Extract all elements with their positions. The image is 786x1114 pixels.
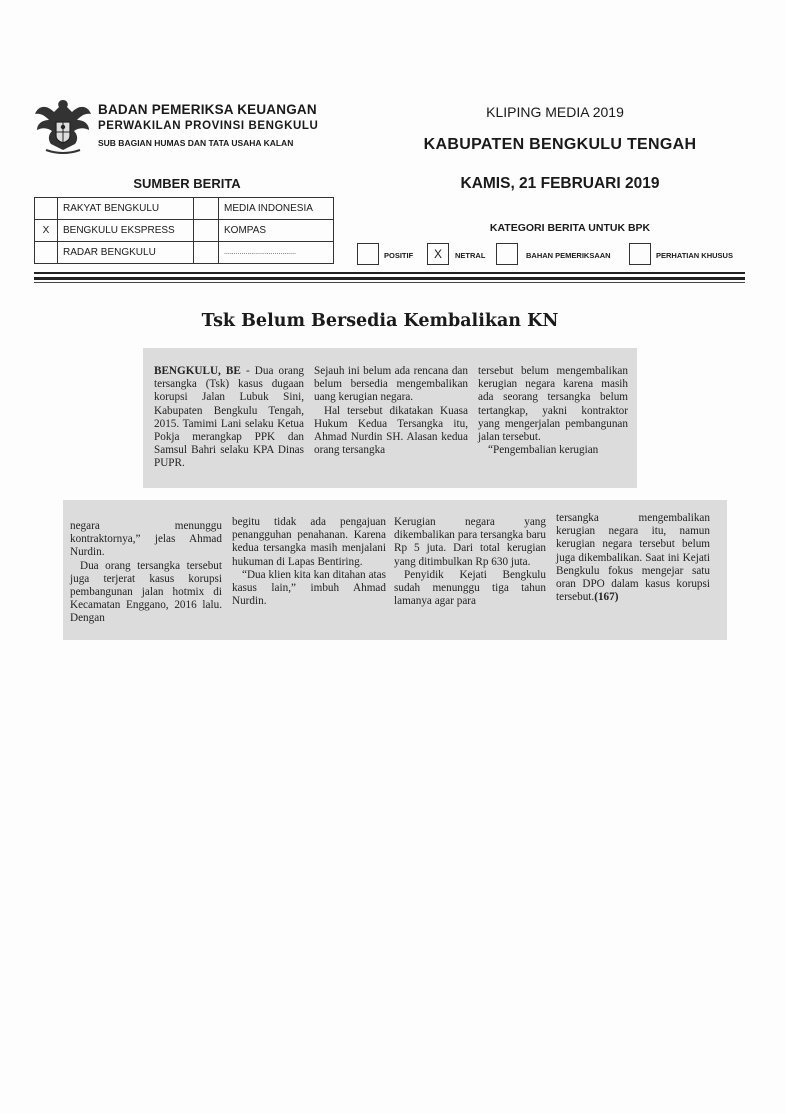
article-column-6 xyxy=(394,516,546,608)
category-title: KATEGORI BERITA UNTUK BPK xyxy=(489,222,651,234)
source-checkbox[interactable]: X xyxy=(35,220,58,242)
source-name: RADAR BENGKULU xyxy=(58,242,194,264)
source-name: MEDIA INDONESIA xyxy=(219,198,334,220)
category-label: POSITIF xyxy=(384,251,414,260)
org-branch: PERWAKILAN PROVINSI BENGKULU xyxy=(98,120,319,132)
table-row xyxy=(35,220,334,242)
category-label: BAHAN PEMERIKSAAN xyxy=(526,251,611,260)
source-name: RAKYAT BENGKULU xyxy=(58,198,194,220)
article-signoff: (167) xyxy=(594,591,619,604)
region-title: KABUPATEN BENGKULU TENGAH xyxy=(423,136,697,153)
divider xyxy=(34,277,745,280)
table-row xyxy=(35,198,334,220)
category-checkbox-perhatian[interactable] xyxy=(629,243,651,265)
article-paragraph: Kerugian negara yang dikembalikan para tersangka baru Rp 5 juta. Dari total kerugian yang ditimbulkan Rp 630 juta. xyxy=(394,516,546,568)
article-headline: Tsk Belum Bersedia Kembalikan KN xyxy=(201,311,559,331)
article-column-4 xyxy=(70,520,222,626)
source-name: KOMPAS xyxy=(219,220,334,242)
article-column-5 xyxy=(232,516,386,608)
garuda-emblem-icon xyxy=(32,92,94,156)
article-column-3 xyxy=(478,365,628,457)
article-paragraph: Dua orang tersangka tersebut juga terjerat kasus korupsi pembangunan jalan hotmix di Kecamatan Enggano, 2016 lalu. Dengan xyxy=(70,559,222,625)
article-paragraph: begitu tidak ada pengajuan penangguhan penahanan. Karena kedua tersangka masih menjalani hukuman di Lapas Bentiring. xyxy=(232,516,386,568)
article-text: - Dua orang tersangka (Tsk) kasus dugaan korupsi Jalan Lubuk Sini, Kabupaten Bengkulu Tengah, 2015. Tamimi Lani selaku Ketua Pokja merangkap PPK dan Samsul Bahri selaku KPA Dinas PUPR. xyxy=(154,365,305,470)
article-paragraph: negara menunggu kontraktornya,” jelas Ahmad Nurdin. xyxy=(70,520,222,559)
source-checkbox[interactable] xyxy=(35,198,58,220)
article-paragraph: Sejauh ini belum ada rencana dan belum bersedia mengembalikan uang kerugian negara. xyxy=(314,365,468,404)
category-checkbox-bahan[interactable] xyxy=(496,243,518,265)
source-checkbox[interactable] xyxy=(194,242,219,264)
kliping-title: KLIPING MEDIA 2019 xyxy=(486,104,624,120)
sources-table xyxy=(34,197,334,264)
article-column-7 xyxy=(556,512,710,604)
category-label: PERHATIAN KHUSUS xyxy=(656,251,733,260)
source-checkbox[interactable] xyxy=(194,220,219,242)
sources-title: SUMBER BERITA xyxy=(133,176,241,191)
article-paragraph: “Pengembalian kerugian xyxy=(488,444,599,457)
publish-date: KAMIS, 21 FEBRUARI 2019 xyxy=(460,175,660,192)
divider xyxy=(34,282,745,283)
org-unit: SUB BAGIAN HUMAS DAN TATA USAHA KALAN xyxy=(98,138,294,148)
article-paragraph: Hal tersebut dikatakan Kuasa Hukum Kedua Tersangka itu, Ahmad Nurdin SH. Alasan kedua orang tersangka xyxy=(314,404,468,457)
article-paragraph: “Dua klien kita kan ditahan atas kasus lain,” imbuh Ahmad Nurdin. xyxy=(232,568,386,608)
article-paragraph: Penyidik Kejati Bengkulu sudah menunggu tiga tahun lamanya agar para xyxy=(394,568,546,608)
article-column-1 xyxy=(154,365,304,471)
category-label: NETRAL xyxy=(455,251,486,260)
source-checkbox[interactable] xyxy=(35,242,58,264)
article-text: tersangka mengembalikan kerugian negara itu, namun kerugian negara tersebut belum juga dikembalikan. Saat ini Kejati Bengkulu fokus mengejar satu oran DPO dalam kasus korupsi tersebut. xyxy=(556,512,710,604)
article-dateline: BENGKULU, BE xyxy=(154,365,241,377)
divider xyxy=(34,272,745,274)
article-paragraph: tersebut belum mengembalikan kerugian negara karena masih ada seorang tersangka belum tertangkap, yakni kontraktor yang mengerjalan pembangunan jalan tersebut. xyxy=(478,365,628,444)
org-name: BADAN PEMERIKSA KEUANGAN xyxy=(98,102,317,117)
category-checkbox-positif[interactable] xyxy=(357,243,379,265)
category-checkbox-netral[interactable]: X xyxy=(427,243,449,265)
source-other-field: ..................................... xyxy=(219,242,334,264)
article-column-2 xyxy=(314,365,468,457)
source-name: BENGKULU EKSPRESS xyxy=(58,220,194,242)
source-checkbox[interactable] xyxy=(194,198,219,220)
table-row xyxy=(35,242,334,264)
